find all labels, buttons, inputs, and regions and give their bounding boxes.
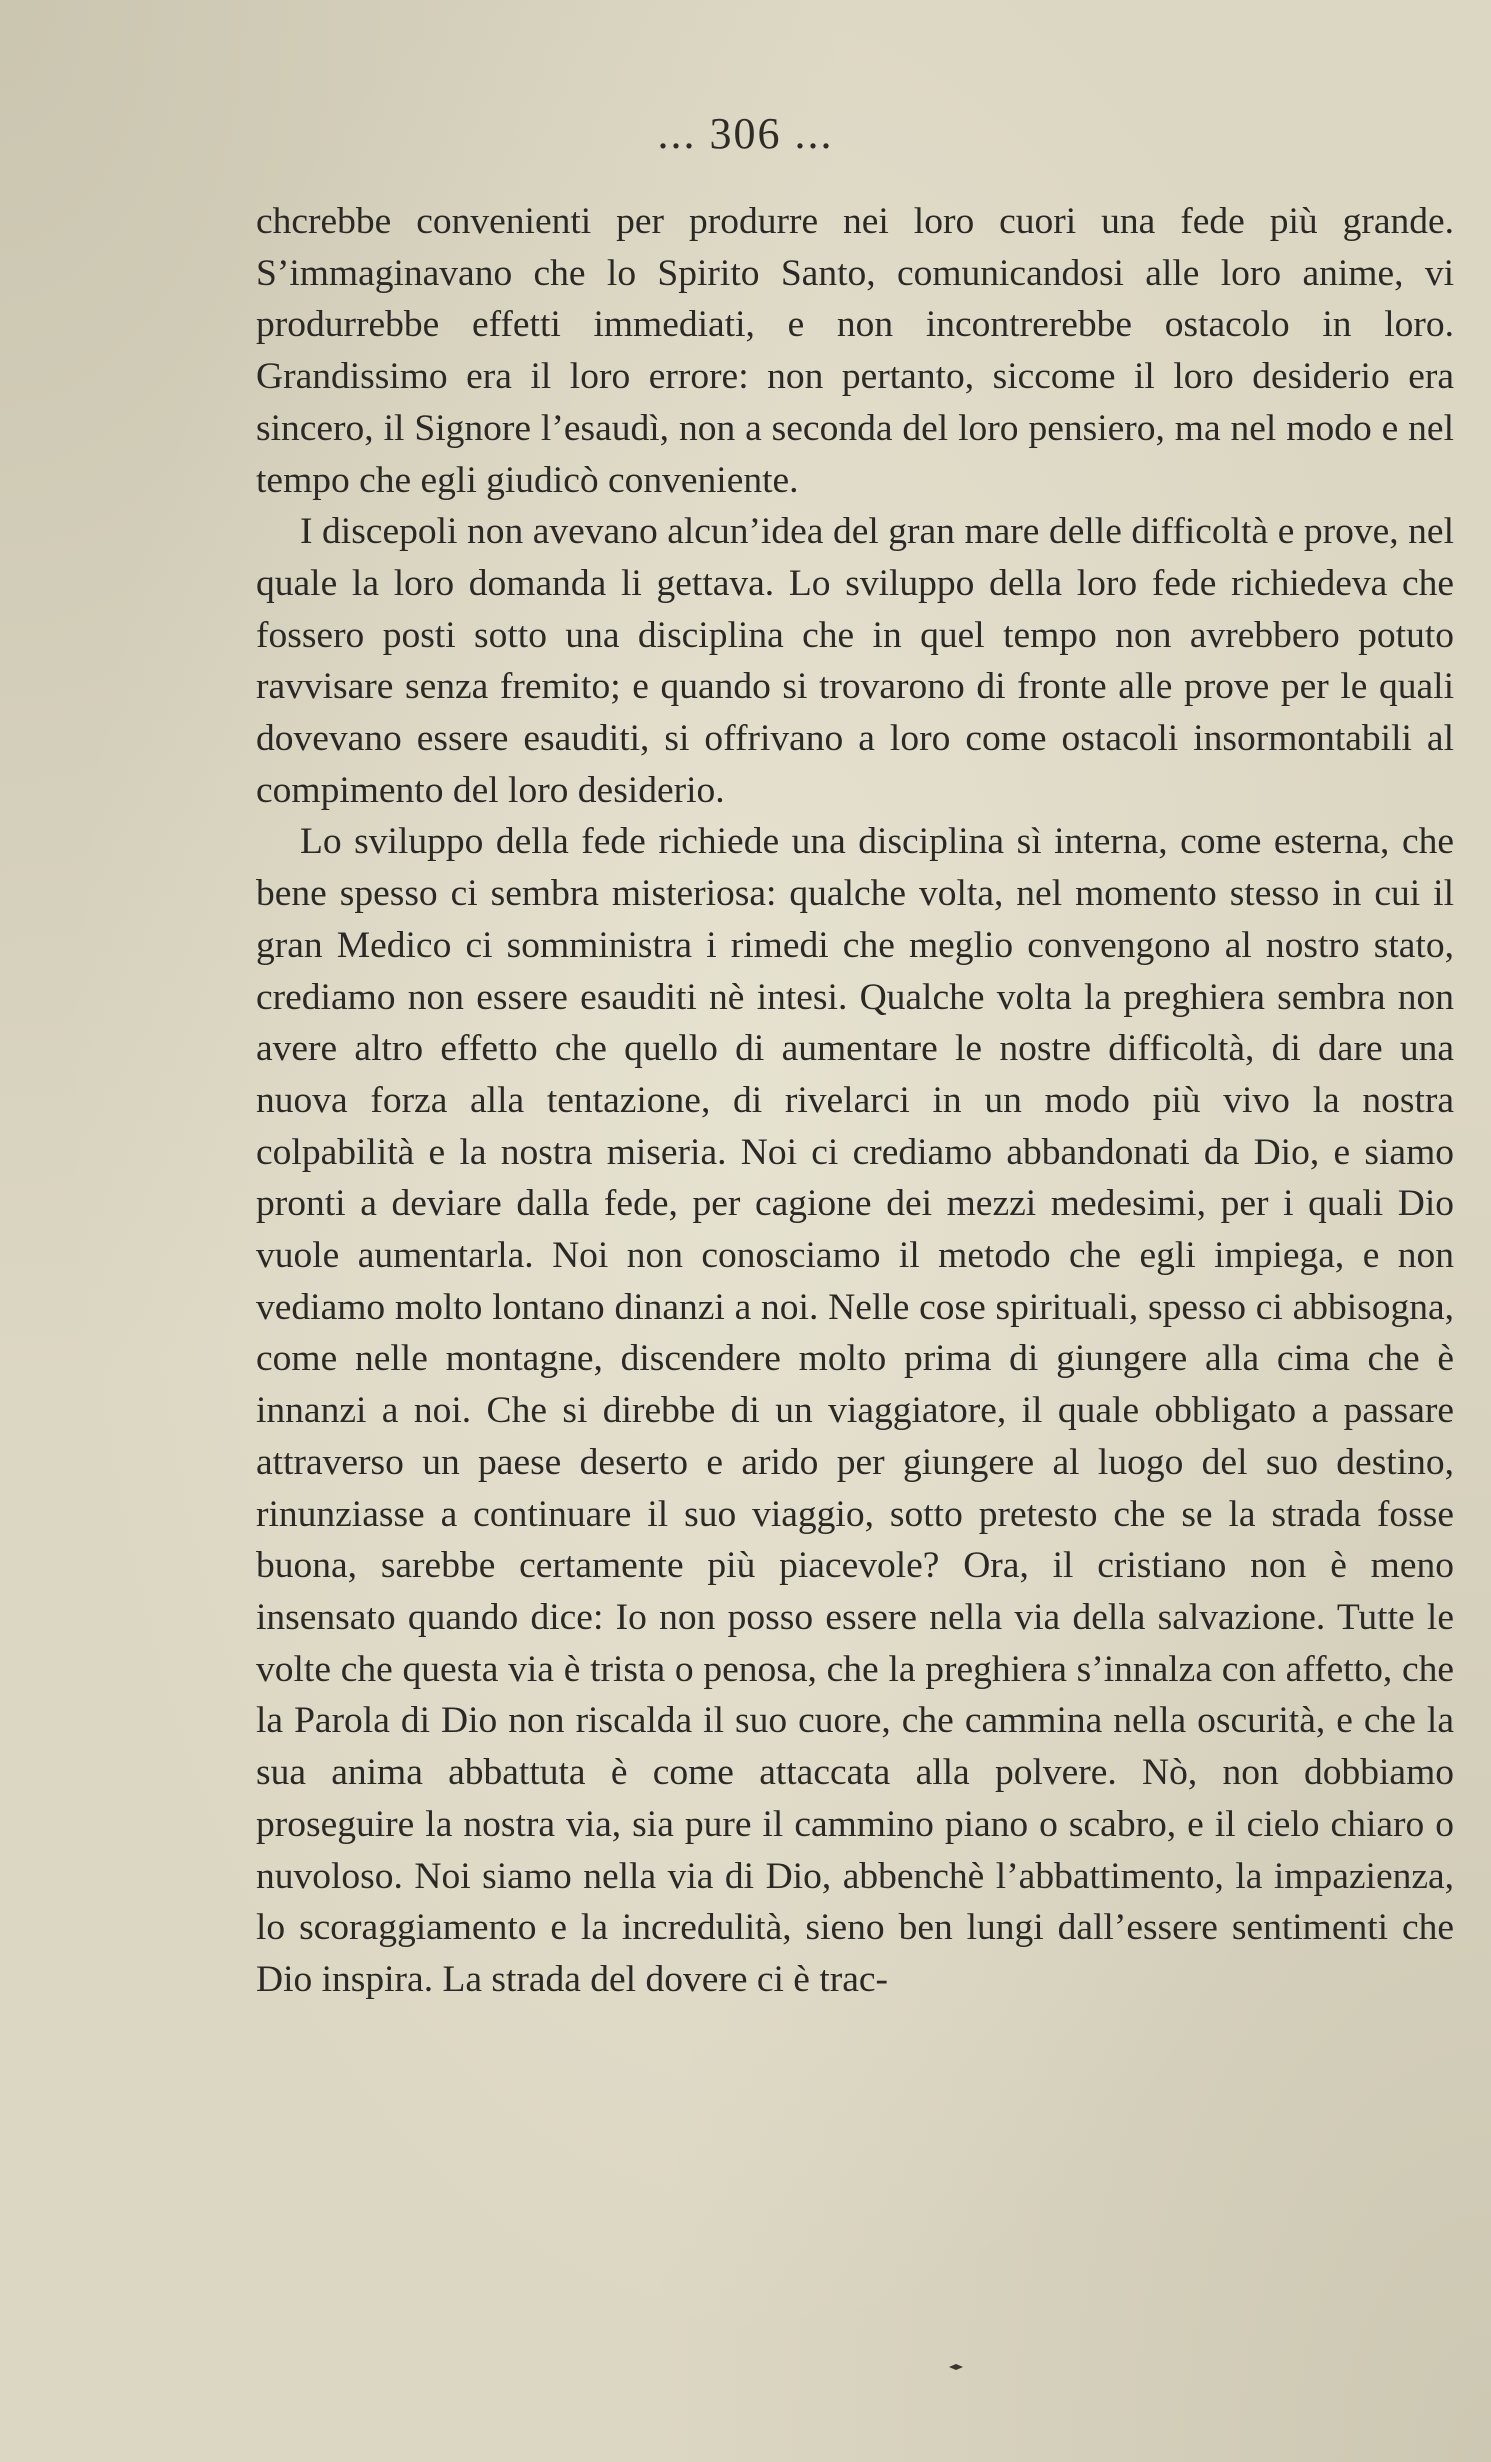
paragraph-faith-discipline: Lo sviluppo della fede richiede una disciplina sì interna, come esterna, che bene spesso ci sembra misteriosa: qualche volta, nel momento stesso in cui il gran Medico ci somministra i rimedi che meglio convengono al nostro stato, crediamo non essere esauditi nè intesi. Qualche volta la preghiera sembra non avere altro effetto che quello di aumentare le nostre difficoltà, di dare una nuova forza alla tentazione, di rivelarci in un modo più vivo la nostra colpabilità e la nostra miseria. Noi ci crediamo abbandonati da Dio, e siamo pronti a deviare dalla fede, per cagione dei mezzi medesimi, per i quali Dio vuole aumentarla. Noi non conosciamo il metodo che egli impiega, e non vediamo molto lontano dinanzi a noi. Nelle cose spirituali, spesso ci abbisogna, come nelle montagne, discendere molto prima di giungere alla cima che è innanzi a noi. Che si direbbe di un viaggiatore, il quale obbligato a passare attraverso un paese deserto e arido per giungere al luogo del suo destino, rinunziasse a continuare il suo viaggio, sotto pretesto che se la strada fosse buona, sarebbe certamente più piacevole? Ora, il cristiano non è meno insensato quando dice: Io non posso essere nella via della salvazione. Tutte le volte che questa via è trista o penosa, che la preghiera s’innalza con affetto, che la Parola di Dio non riscalda il suo cuore, che cammina nella oscurità, e che la sua anima abbattuta è come attaccata alla polvere. Nò, non dobbiamo proseguire la nostra via, sia pure il cammino piano o scabro, e il cielo chiaro o nuvoloso. Noi siamo nella via di Dio, abbenchè l’abbattimento, la impazienza, lo scoraggiamento e la incredulità, sieno ben lungi dall’essere sentimenti che Dio inspira. La strada del dovere ci è trac- <box>256 821 1454 2000</box>
paragraph-continuation: chcrebbe convenienti per produrre nei loro cuori una fede più grande. S’immaginavano che lo Spirito Santo, comunicandosi alle loro anime, vi produrrebbe effetti immediati, e non incontrerebbe ostacolo in loro. Grandissimo era il loro errore: non pertanto, siccome il loro desiderio era sincero, il Signore l’esaudì, non a seconda del loro pensiero, ma nel modo e nel tempo che egli giudicò conveniente. <box>256 201 1454 501</box>
page-body <box>256 196 1454 2006</box>
paragraph-disciples: I discepoli non avevano alcun’idea del gran mare delle difficoltà e prove, nel quale la loro domanda li gettava. Lo sviluppo della loro fede richiedeva che fossero posti sotto una disciplina che in quel tempo non avrebbero potuto ravvisare senza fremito; e quando si trovarono di fronte alle prove per le quali dovevano essere esauditi, si offrivano a loro come ostacoli insormontabili al compimento del loro desiderio. <box>256 511 1454 811</box>
printer-ornament-icon <box>947 2358 965 2376</box>
page-number: ... 306 ... <box>657 109 834 158</box>
